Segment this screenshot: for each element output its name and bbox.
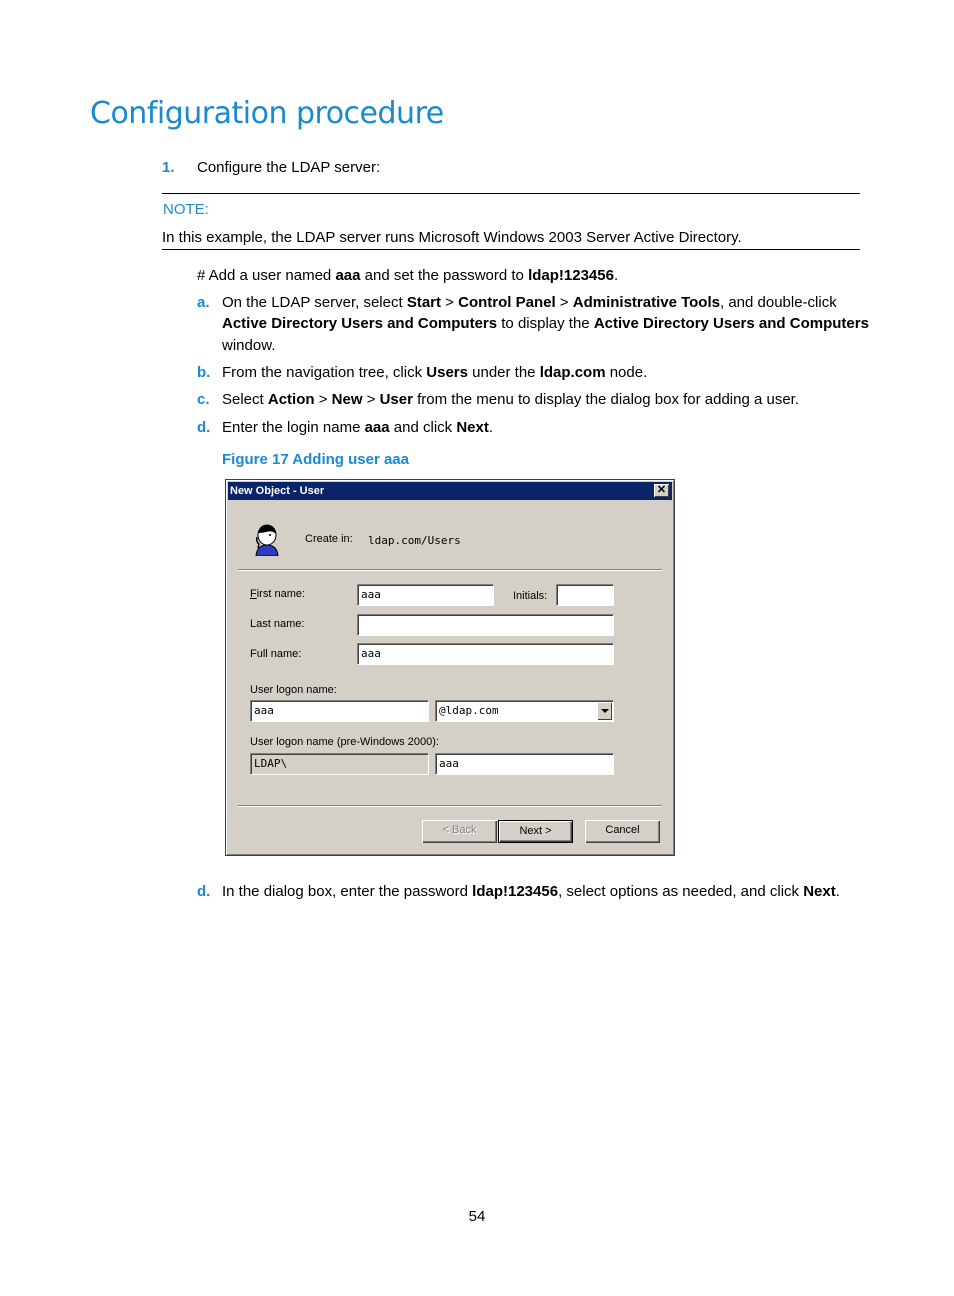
step-1-text: Configure the LDAP server: [197,159,381,176]
note-label: NOTE: [163,201,209,218]
create-in-label: Create in: [305,533,353,545]
close-button[interactable] [654,484,669,497]
cancel-button[interactable]: Cancel [585,820,660,843]
new-object-user-dialog [225,479,675,856]
note-top-rule [162,193,860,194]
step-1 [162,157,175,179]
intro-line: # Add a user named aaa and set the password to ldap!123456. [197,267,619,284]
note-bottom-rule [162,249,860,250]
last-name-input[interactable] [357,614,614,636]
next-button[interactable]: Next > [498,820,573,843]
logon-name-input[interactable]: aaa [250,700,429,722]
step-number: 1. [162,159,175,176]
step-d1-letter: d. [197,419,211,436]
create-in-value: ldap.com/Users [368,534,461,547]
separator [238,569,662,571]
page-number: 54 [468,1208,486,1225]
pre2000-label: User logon name (pre-Windows 2000): [250,736,439,748]
pre2000-domain-field: LDAP\ [250,753,429,775]
step-a-line2: Active Directory Users and Computers to display the Active Directory Users and Computers [222,315,869,332]
step-b-text: From the navigation tree, click Users under the ldap.com node. [222,364,648,381]
logon-name-label: User logon name: [250,684,337,696]
step-a-line1: On the LDAP server, select Start > Control Panel > Administrative Tools, and double-click [222,294,837,311]
step-d1-text: Enter the login name aaa and click Next. [222,419,494,436]
close-icon: ✕ [656,484,667,496]
domain-select-value: @ldap.com [439,704,499,717]
full-name-label: Full name: [250,648,302,660]
step-d2-text: In the dialog box, enter the password ldap!123456, select options as needed, and click Next. [222,883,840,900]
separator-bottom [238,805,662,807]
last-name-label: Last name: [250,618,305,630]
step-b-letter: b. [197,364,211,381]
first-name-input[interactable]: aaa [357,584,494,606]
chevron-down-icon[interactable] [597,702,612,720]
step-a-letter: a. [197,294,210,311]
initials-label: Initials: [513,590,548,602]
back-button[interactable]: < Back [422,820,497,843]
domain-select[interactable] [435,700,614,722]
step-d2-letter: d. [197,883,211,900]
step-a-line3: window. [222,337,276,354]
first-name-label: First name: [250,588,306,600]
step-c-letter: c. [197,391,210,408]
user-icon [254,524,280,556]
page-title: Configuration procedure [90,96,444,131]
initials-input[interactable] [556,584,614,606]
full-name-input[interactable]: aaa [357,643,614,665]
step-c-text: Select Action > New > User from the menu to display the dialog box for adding a user. [222,391,800,408]
figure-caption: Figure 17 Adding user aaa [222,451,409,468]
dialog-title: New Object - User [230,485,325,497]
note-text: In this example, the LDAP server runs Microsoft Windows 2003 Server Active Directory. [162,229,742,246]
dialog-titlebar[interactable] [228,482,672,500]
pre2000-logon-input[interactable]: aaa [435,753,614,775]
